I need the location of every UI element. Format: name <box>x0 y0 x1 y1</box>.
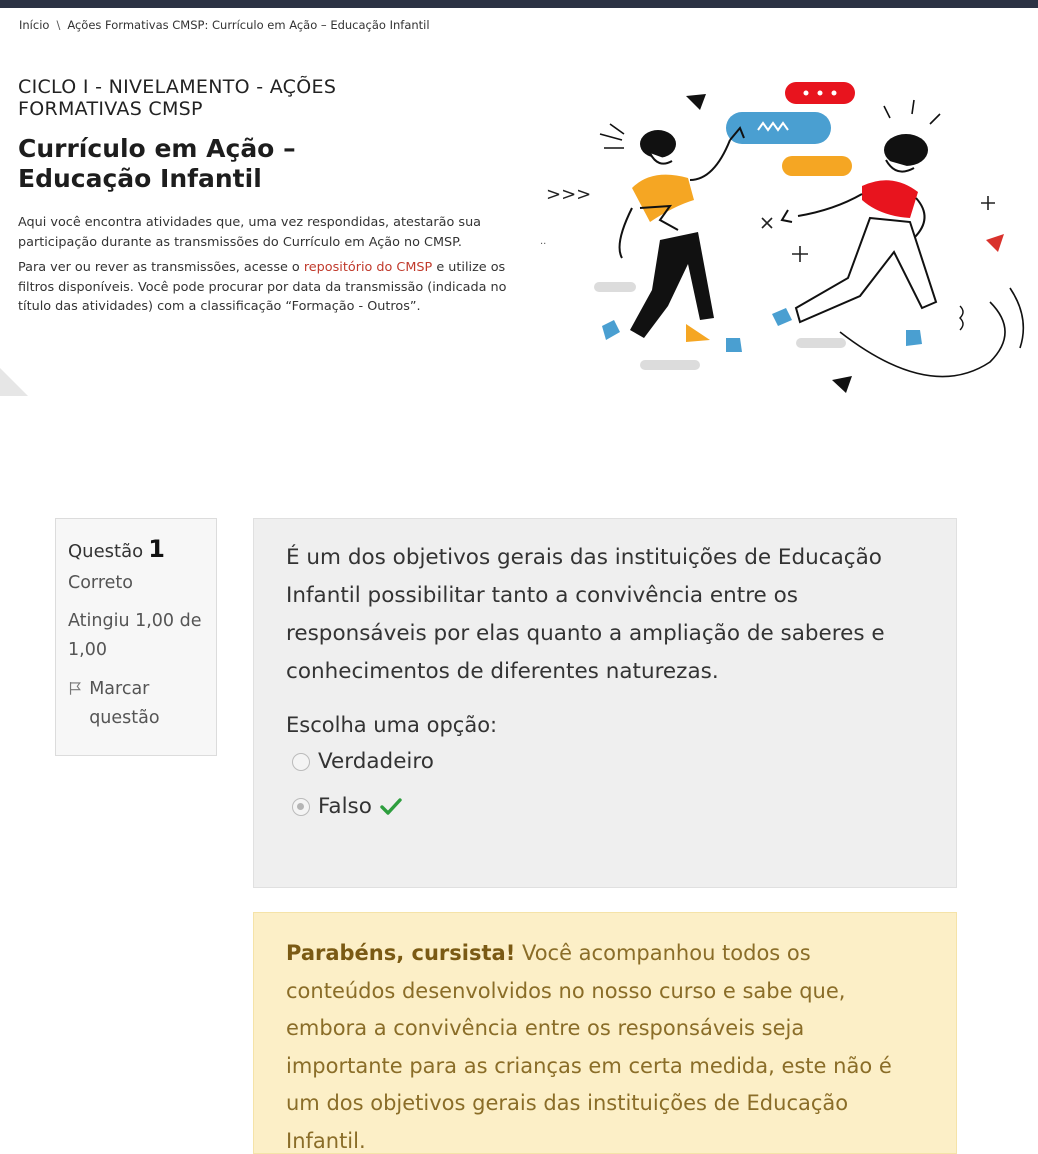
breadcrumb-separator: \ <box>56 18 61 32</box>
answer-option-true[interactable] <box>286 749 924 774</box>
course-category: CICLO I - NIVELAMENTO - AÇÕES FORMATIVAS CMSP <box>18 76 337 120</box>
question-content <box>253 518 957 888</box>
top-navbar <box>0 0 1038 8</box>
flag-icon <box>68 679 83 697</box>
description-text: e utilize os filtros disponíveis. Você pode procurar por data da transmissão (indicada no título das atividades) com a classificação “Formação - Outros”. <box>18 260 507 314</box>
question-state: Correto <box>68 573 133 593</box>
flag-question-label: Marcar questão <box>89 679 160 728</box>
repository-link[interactable]: repositório do CMSP <box>303 260 433 275</box>
feedback-strong: Parabéns, cursista! <box>286 941 516 965</box>
course-illustration <box>540 68 1038 398</box>
flag-question-link[interactable] <box>68 675 204 733</box>
page-title: Currículo em Ação – Educação Infantil <box>18 134 296 193</box>
checkmark-icon <box>380 798 402 816</box>
answer-option-false[interactable] <box>286 794 924 819</box>
answer-option-label: Falso <box>318 794 372 819</box>
answer-prompt: Escolha uma opção: <box>286 713 498 737</box>
breadcrumb-course-link[interactable]: Ações Formativas CMSP: Currículo em Ação – Educação Infantil <box>67 18 430 32</box>
answer-option-label: Verdadeiro <box>318 749 434 774</box>
description-paragraph <box>18 258 518 317</box>
svg-text:..: .. <box>540 236 547 247</box>
question-feedback <box>253 912 957 1154</box>
radio-unchecked-icon[interactable] <box>292 753 310 771</box>
question-text: É um dos objetivos gerais das instituições de Educação Infantil possibilitar tanto a convivência entre os responsáveis por elas quanto a ampliação de saberes e conhecimentos de diferentes naturezas. <box>286 545 885 684</box>
radio-checked-icon[interactable] <box>292 798 310 816</box>
question-number-value: 1 <box>148 535 165 563</box>
question-number <box>68 535 204 563</box>
breadcrumb-home-link[interactable]: Início <box>19 18 50 32</box>
question-label: Questão <box>68 541 144 562</box>
question-grade: Atingiu 1,00 de 1,00 <box>68 611 202 660</box>
description-paragraph: Aqui você encontra atividades que, uma vez respondidas, atestarão sua participação durante as transmissões do Currículo em Ação no CMSP. <box>18 215 482 250</box>
description-text: Para ver ou rever as transmissões, acesse o <box>18 260 304 275</box>
course-header <box>0 8 1038 388</box>
header-corner-shape <box>0 368 28 396</box>
feedback-body: Você acompanhou todos os conteúdos desenvolvidos no nosso curso e sabe que, embora a convivência entre os responsáveis seja importante para as crianças em certa medida, este não é um dos objetivos gerais das instituições de Educação Infantil. <box>286 941 892 1153</box>
question-info-panel <box>55 518 217 756</box>
feedback-text <box>286 935 924 1154</box>
course-description <box>18 213 518 317</box>
svg-text:>>>: >>> <box>546 184 592 205</box>
breadcrumb <box>19 18 430 32</box>
